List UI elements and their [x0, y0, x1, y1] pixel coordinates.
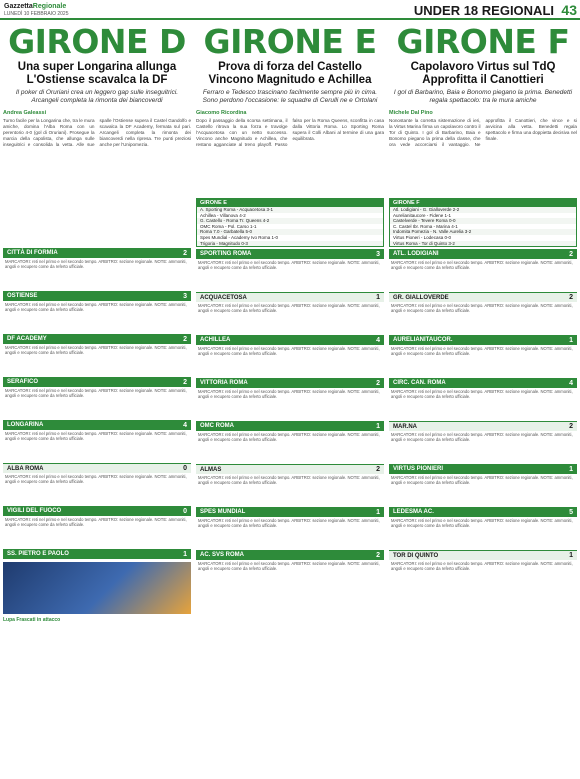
match-report: MARCATORI: reti nel primo e nel secondo tempo. ARBITRO: sezione regionale. NOTE: ammoniti, angoli e recupero come da referto ufficiale.	[198, 518, 380, 529]
result-row: Spes Mundial - Academy Ivo Roma 1-0	[200, 234, 279, 240]
issue-date: LUNEDÌ 10 FEBBRAIO 2025	[4, 11, 69, 17]
match-report: MARCATORI: reti nel primo e nel secondo tempo. ARBITRO: sezione regionale. NOTE: ammoniti, angoli e recupero come da referto ufficiale.	[5, 259, 187, 270]
article-body: Turno facile per la Longarina che, tra le mura amiche, domina l'Alba Roma con un perentorio 4-0 (gol di Oruriani). Prosegue la marcia della capolista, che allunga sulle inseguitrici e consolida la vetta. Alle sue spalle l'Ostiense supera il Castel Gandolfo e scavalca la DF Academy, fermata sul pari. Arcangeli completa la rimonta dei biancoverdi nella ripresa. Tre punti preziosi anche per l'Unipomezia.	[3, 118, 191, 147]
results-title: GIRONE F	[390, 199, 576, 207]
result-row: Indomita Pomezia - N. Valle Aurelia 3-2	[390, 229, 576, 235]
result-row: Achillea - Villanova 4-2	[200, 212, 246, 218]
results-panel	[196, 198, 384, 247]
match-header: ALBA ROMA 0	[3, 463, 191, 473]
match-header: LEDESMA AC. 5	[389, 507, 577, 517]
match-header: ACHILLEA 4	[196, 335, 384, 345]
section-title: UNDER 18 REGIONALI	[413, 3, 554, 18]
match-header: SERAFICO 2	[3, 377, 191, 387]
result-row: Roma 7.0 - Garbatella 5-0	[197, 229, 383, 235]
match-header: AC. SVS ROMA 2	[196, 550, 384, 560]
match-report: MARCATORI: reti nel primo e nel secondo tempo. ARBITRO: sezione regionale. NOTE: ammoniti, angoli e recupero come da referto ufficiale.	[198, 346, 380, 357]
match-header: ACQUACETOSA 1	[196, 292, 384, 302]
photo-caption: Lupa Frascati in attacco	[3, 617, 61, 623]
match-header: GR. GIALLOVERDE 2	[389, 292, 577, 302]
page-number: 43	[561, 2, 577, 18]
match-header: DF ACADEMY 2	[3, 334, 191, 344]
author: Michele Dal Pino	[389, 110, 433, 116]
match-header: ATL. LODIGIANI 2	[389, 249, 577, 259]
match-report: MARCATORI: reti nel primo e nel secondo tempo. ARBITRO: sezione regionale. NOTE: ammoniti, angoli e recupero come da referto ufficiale.	[391, 561, 573, 572]
brand-logo: GazzettaRegionale	[4, 3, 67, 10]
headline: Capolavoro Virtus sul TdQ Approfitta il Canottieri	[410, 61, 556, 86]
result-row: C. Castel Ibr. Roma - Marina 4-1	[393, 223, 458, 229]
result-row: Atl. Lodigiani - G. Gialloverde 2-2	[390, 207, 576, 213]
results-panel	[389, 198, 577, 247]
match-report: MARCATORI: reti nel primo e nel secondo tempo. ARBITRO: sezione regionale. NOTE: ammoniti, angoli e recupero come da referto ufficiale.	[5, 302, 187, 313]
match-report: MARCATORI: reti nel primo e nel secondo tempo. ARBITRO: sezione regionale. NOTE: ammoniti, angoli e recupero come da referto ufficiale.	[391, 389, 573, 400]
match-header: CITTÀ DI FORMIA 2	[3, 248, 191, 258]
result-row: Virtus Pioneri - Lodecasa 0-0	[393, 234, 451, 240]
match-header: VIRTUS PIONIERI 1	[389, 464, 577, 474]
author: Giacomo Ricordina	[196, 110, 247, 116]
match-header: AURELIANITAUCOR. 1	[389, 335, 577, 345]
match-report: MARCATORI: reti nel primo e nel secondo tempo. ARBITRO: sezione regionale. NOTE: ammoniti, angoli e recupero come da referto ufficiale.	[391, 260, 573, 271]
match-header: MAR.NA 2	[389, 421, 577, 431]
result-row: Virtus Roma - Tor di Quinto 3-2	[390, 241, 576, 247]
column-girone-f	[389, 24, 577, 776]
match-report: MARCATORI: reti nel primo e nel secondo tempo. ARBITRO: sezione regionale. NOTE: ammoniti, angoli e recupero come da referto ufficiale.	[198, 303, 380, 314]
column-girone-e	[196, 24, 384, 776]
result-row: OMC Roma - Pol. Carso 1-1	[200, 223, 257, 229]
match-header: VITTORIA ROMA 2	[196, 378, 384, 388]
article-body: Dopo il passaggio della scorsa settimana, il Castello ritrova la sua forza e travolge l'Acquacetosa con un netto successo. Vincono anche Magnitudo e Achillea, che restano agganciate al treno playoff. Passo falso per la Roma Queens, sconfitta in casa dalla Vittoria Roma. Lo Sporting Roma supera il Colli Albani al termine di una gara equilibrata.	[196, 118, 384, 147]
subheadline: I gol di Barbarino, Baia e Bonomo piegano la prima. Benedetti regala spettacolo: tra le mura amiche	[393, 89, 573, 104]
match-report: MARCATORI: reti nel primo e nel secondo tempo. ARBITRO: sezione regionale. NOTE: ammoniti, angoli e recupero come da referto ufficiale.	[391, 475, 573, 486]
group-title: GIRONE D	[8, 24, 186, 61]
author: Andrea Galeassi	[3, 110, 47, 116]
match-report: MARCATORI: reti nel primo e nel secondo tempo. ARBITRO: sezione regionale. NOTE: ammoniti, angoli e recupero come da referto ufficiale.	[198, 260, 380, 271]
group-title: GIRONE E	[203, 24, 377, 61]
article-body: Nonostante la corretta sistemazione di ieri, la Virtus Marina firma un capolavoro contro il Tor di Quinto. I gol di Barbarino, Baia e Bonomo piegano la prima della classe, che ora vede accorciarsi il vantaggio. Ne approfitta il Canottieri, che vince e si avvicina alla vetta. Benedetti regala spettacolo e firma una doppietta decisiva nel finale.	[389, 118, 577, 147]
results-title: GIRONE E	[197, 199, 383, 207]
match-report: MARCATORI: reti nel primo e nel secondo tempo. ARBITRO: sezione regionale. NOTE: ammoniti, angoli e recupero come da referto ufficiale.	[391, 303, 573, 314]
match-report: MARCATORI: reti nel primo e nel secondo tempo. ARBITRO: sezione regionale. NOTE: ammoniti, angoli e recupero come da referto ufficiale.	[391, 432, 573, 443]
column-girone-d	[3, 24, 191, 776]
match-report: MARCATORI: reti nel primo e nel secondo tempo. ARBITRO: sezione regionale. NOTE: ammoniti, angoli e recupero come da referto ufficiale.	[391, 518, 573, 529]
match-header: SS. PIETRO E PAOLO 1	[3, 549, 191, 559]
match-report: MARCATORI: reti nel primo e nel secondo tempo. ARBITRO: sezione regionale. NOTE: ammoniti, angoli e recupero come da referto ufficiale.	[5, 431, 187, 442]
match-header: VIGILI DEL FUOCO 0	[3, 506, 191, 516]
subheadline: Il poker di Oruriani crea un leggero gap sulle inseguitrici. Arcangeli completa la rimonta dei biancoverdi	[15, 89, 179, 104]
match-report: MARCATORI: reti nel primo e nel secondo tempo. ARBITRO: sezione regionale. NOTE: ammoniti, angoli e recupero come da referto ufficiale.	[391, 346, 573, 357]
result-row: G. Castello - Roma Tr. Queens 4-2	[197, 218, 383, 224]
match-header: OMC ROMA 1	[196, 421, 384, 431]
match-report: MARCATORI: reti nel primo e nel secondo tempo. ARBITRO: sezione regionale. NOTE: ammoniti, angoli e recupero come da referto ufficiale.	[198, 389, 380, 400]
match-header: SPES MUNDIAL 1	[196, 507, 384, 517]
match-report: MARCATORI: reti nel primo e nel secondo tempo. ARBITRO: sezione regionale. NOTE: ammoniti, angoli e recupero come da referto ufficiale.	[198, 561, 380, 572]
match-header: ALMAS 2	[196, 464, 384, 474]
result-row: Trigoria - Magnitudo 0-3	[197, 241, 383, 247]
match-photo	[3, 562, 191, 623]
match-report: MARCATORI: reti nel primo e nel secondo tempo. ARBITRO: sezione regionale. NOTE: ammoniti, angoli e recupero come da referto ufficiale.	[5, 345, 187, 356]
page-header	[0, 0, 580, 20]
headline: Una super Longarina allunga L'Ostiense scavalca la DF	[17, 61, 177, 86]
group-title: GIRONE F	[396, 24, 570, 61]
match-header: OSTIENSE 3	[3, 291, 191, 301]
headline: Prova di forza del Castello Vincono Magnitudo e Achillea	[208, 61, 372, 86]
result-row: Aurelianitaucore - Fidene 1-1	[393, 212, 452, 218]
match-header: SPORTING ROMA 3	[196, 249, 384, 259]
match-report: MARCATORI: reti nel primo e nel secondo tempo. ARBITRO: sezione regionale. NOTE: ammoniti, angoli e recupero come da referto ufficiale.	[198, 432, 380, 443]
match-header: TOR DI QUINTO 1	[389, 550, 577, 560]
match-report: MARCATORI: reti nel primo e nel secondo tempo. ARBITRO: sezione regionale. NOTE: ammoniti, angoli e recupero come da referto ufficiale.	[198, 475, 380, 486]
match-report: MARCATORI: reti nel primo e nel secondo tempo. ARBITRO: sezione regionale. NOTE: ammoniti, angoli e recupero come da referto ufficiale.	[5, 388, 187, 399]
result-row: A. Sporting Roma - Acquacetosa 3-1	[197, 207, 383, 213]
result-row: Castelverde - Tevere Roma 0-0	[390, 218, 576, 224]
match-header: CIRC. CAN. ROMA 4	[389, 378, 577, 388]
subheadline: Ferraro e Tedesco trascinano facilmente sempre più in cima. Sono perdono l'occasione: le squadre di Cerulli ne e Ortolani	[202, 89, 378, 104]
match-report: MARCATORI: reti nel primo e nel secondo tempo. ARBITRO: sezione regionale. NOTE: ammoniti, angoli e recupero come da referto ufficiale.	[5, 474, 187, 485]
match-header: LONGARINA 4	[3, 420, 191, 430]
match-report: MARCATORI: reti nel primo e nel secondo tempo. ARBITRO: sezione regionale. NOTE: ammoniti, angoli e recupero come da referto ufficiale.	[5, 517, 187, 528]
